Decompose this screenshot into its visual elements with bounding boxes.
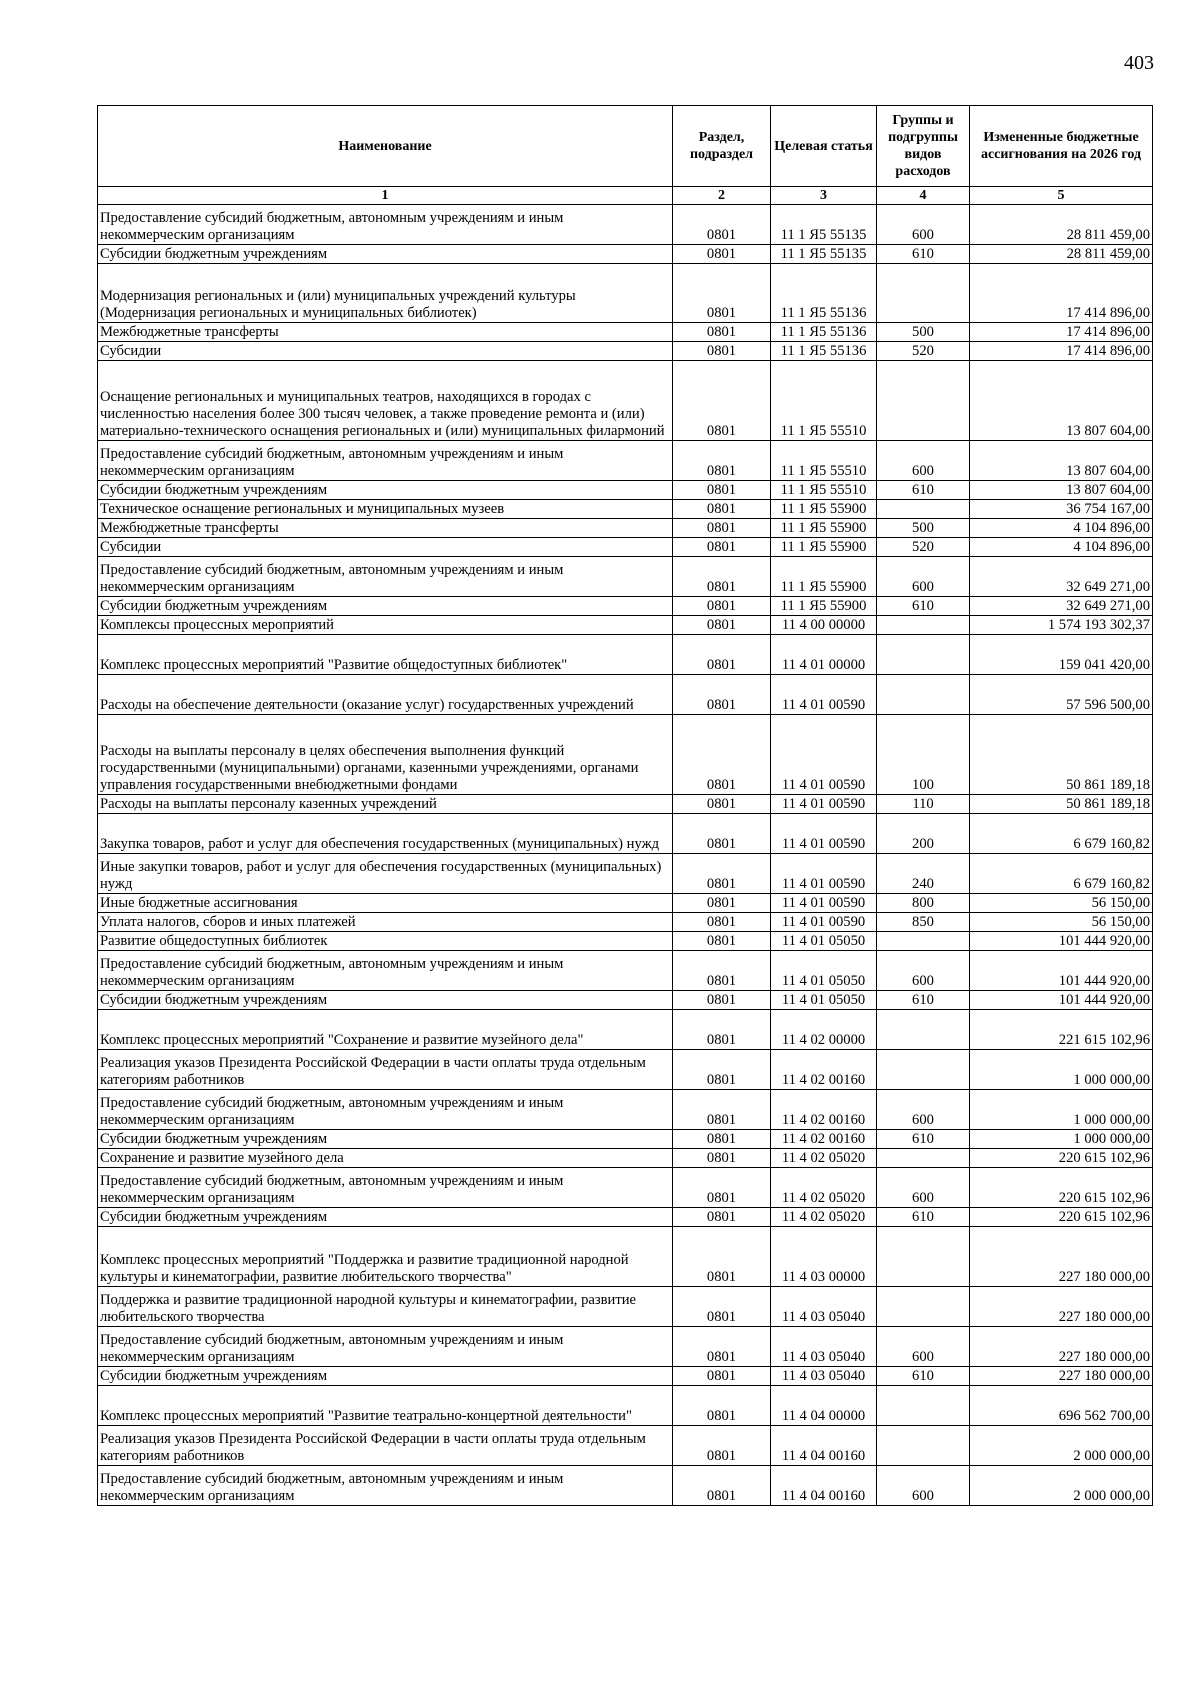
header-target-article: Целевая статья <box>771 106 877 187</box>
target-article-cell: 11 4 02 00160 <box>771 1130 877 1149</box>
target-article-cell: 11 4 01 00590 <box>771 894 877 913</box>
section-cell: 0801 <box>673 814 771 854</box>
target-article-cell: 11 4 02 05020 <box>771 1208 877 1227</box>
table-row <box>98 795 1153 814</box>
expense-group-cell: 600 <box>877 557 970 597</box>
expense-group-cell <box>877 635 970 675</box>
column-number: 5 <box>970 187 1153 205</box>
table-row <box>98 1287 1153 1327</box>
amount-cell: 4 104 896,00 <box>970 538 1153 557</box>
table-row <box>98 1367 1153 1386</box>
expense-group-cell: 240 <box>877 854 970 894</box>
name-cell: Сохранение и развитие музейного дела <box>98 1149 673 1168</box>
table-row <box>98 1227 1153 1287</box>
amount-cell: 17 414 896,00 <box>970 264 1153 323</box>
table-row <box>98 557 1153 597</box>
table-row <box>98 264 1153 323</box>
target-article-cell: 11 1 Я5 55136 <box>771 264 877 323</box>
expense-group-cell: 610 <box>877 481 970 500</box>
name-cell: Комплекс процессных мероприятий "Сохранение и развитие музейного дела" <box>98 1010 673 1050</box>
section-cell: 0801 <box>673 264 771 323</box>
section-cell: 0801 <box>673 951 771 991</box>
name-cell: Субсидии бюджетным учреждениям <box>98 597 673 616</box>
section-cell: 0801 <box>673 675 771 715</box>
table-row <box>98 1386 1153 1426</box>
target-article-cell: 11 4 03 05040 <box>771 1367 877 1386</box>
header-expense-groups: Группы и подгруппы видов расходов <box>877 106 970 187</box>
target-article-cell: 11 1 Я5 55510 <box>771 481 877 500</box>
amount-cell: 1 574 193 302,37 <box>970 616 1153 635</box>
table-row <box>98 1327 1153 1367</box>
section-cell: 0801 <box>673 441 771 481</box>
expense-group-cell: 610 <box>877 1208 970 1227</box>
table-row <box>98 894 1153 913</box>
amount-cell: 101 444 920,00 <box>970 951 1153 991</box>
table-row <box>98 1168 1153 1208</box>
target-article-cell: 11 4 01 00590 <box>771 913 877 932</box>
table-row <box>98 991 1153 1010</box>
expense-group-cell: 600 <box>877 951 970 991</box>
expense-group-cell: 610 <box>877 245 970 264</box>
name-cell: Предоставление субсидий бюджетным, автономным учреждениям и иным некоммерческим организациям <box>98 557 673 597</box>
column-number: 3 <box>771 187 877 205</box>
column-number: 2 <box>673 187 771 205</box>
name-cell: Уплата налогов, сборов и иных платежей <box>98 913 673 932</box>
name-cell: Реализация указов Президента Российской Федерации в части оплаты труда отдельным категориям работников <box>98 1050 673 1090</box>
budget-allocation-table <box>97 105 1153 1506</box>
table-row <box>98 675 1153 715</box>
amount-cell: 32 649 271,00 <box>970 557 1153 597</box>
target-article-cell: 11 4 01 00590 <box>771 675 877 715</box>
amount-cell: 1 000 000,00 <box>970 1050 1153 1090</box>
amount-cell: 50 861 189,18 <box>970 795 1153 814</box>
table-row <box>98 951 1153 991</box>
table-row <box>98 205 1153 245</box>
table-row <box>98 481 1153 500</box>
section-cell: 0801 <box>673 1168 771 1208</box>
section-cell: 0801 <box>673 1386 771 1426</box>
amount-cell: 13 807 604,00 <box>970 441 1153 481</box>
target-article-cell: 11 4 03 00000 <box>771 1227 877 1287</box>
amount-cell: 57 596 500,00 <box>970 675 1153 715</box>
expense-group-cell <box>877 1149 970 1168</box>
expense-group-cell <box>877 616 970 635</box>
table-row <box>98 913 1153 932</box>
section-cell: 0801 <box>673 991 771 1010</box>
section-cell: 0801 <box>673 854 771 894</box>
section-cell: 0801 <box>673 1010 771 1050</box>
name-cell: Субсидии бюджетным учреждениям <box>98 245 673 264</box>
target-article-cell: 11 4 01 05050 <box>771 951 877 991</box>
table-row <box>98 538 1153 557</box>
amount-cell: 227 180 000,00 <box>970 1287 1153 1327</box>
section-cell: 0801 <box>673 932 771 951</box>
name-cell: Межбюджетные трансферты <box>98 519 673 538</box>
section-cell: 0801 <box>673 1327 771 1367</box>
name-cell: Расходы на выплаты персоналу в целях обеспечения выполнения функций государственными (муниципальными) органами, казенными учреждениями, органами управления государственными внебюджетными фондами <box>98 715 673 795</box>
name-cell: Комплекс процессных мероприятий "Поддержка и развитие традиционной народной культуры и кинематографии, развитие любительского творчества" <box>98 1227 673 1287</box>
name-cell: Развитие общедоступных библиотек <box>98 932 673 951</box>
amount-cell: 28 811 459,00 <box>970 245 1153 264</box>
section-cell: 0801 <box>673 1466 771 1506</box>
table-row <box>98 1050 1153 1090</box>
target-article-cell: 11 4 01 05050 <box>771 991 877 1010</box>
table-row <box>98 245 1153 264</box>
amount-cell: 1 000 000,00 <box>970 1090 1153 1130</box>
name-cell: Предоставление субсидий бюджетным, автономным учреждениям и иным некоммерческим организациям <box>98 1466 673 1506</box>
section-cell: 0801 <box>673 342 771 361</box>
expense-group-cell: 850 <box>877 913 970 932</box>
name-cell: Субсидии бюджетным учреждениям <box>98 1367 673 1386</box>
expense-group-cell <box>877 1050 970 1090</box>
section-cell: 0801 <box>673 1050 771 1090</box>
section-cell: 0801 <box>673 205 771 245</box>
section-cell: 0801 <box>673 323 771 342</box>
target-article-cell: 11 4 01 05050 <box>771 932 877 951</box>
expense-group-cell <box>877 361 970 441</box>
table-row <box>98 1090 1153 1130</box>
expense-group-cell <box>877 1227 970 1287</box>
expense-group-cell: 800 <box>877 894 970 913</box>
expense-group-cell: 500 <box>877 323 970 342</box>
name-cell: Субсидии бюджетным учреждениям <box>98 1208 673 1227</box>
amount-cell: 17 414 896,00 <box>970 342 1153 361</box>
name-cell: Иные закупки товаров, работ и услуг для обеспечения государственных (муниципальных) нужд <box>98 854 673 894</box>
table-row <box>98 342 1153 361</box>
expense-group-cell <box>877 932 970 951</box>
section-cell: 0801 <box>673 500 771 519</box>
amount-cell: 32 649 271,00 <box>970 597 1153 616</box>
expense-group-cell: 600 <box>877 441 970 481</box>
table-row <box>98 597 1153 616</box>
target-article-cell: 11 4 02 00160 <box>771 1050 877 1090</box>
name-cell: Предоставление субсидий бюджетным, автономным учреждениям и иным некоммерческим организациям <box>98 205 673 245</box>
target-article-cell: 11 1 Я5 55900 <box>771 500 877 519</box>
table-row <box>98 1426 1153 1466</box>
table-row <box>98 1130 1153 1149</box>
amount-cell: 159 041 420,00 <box>970 635 1153 675</box>
table-body <box>98 205 1153 1506</box>
target-article-cell: 11 4 01 00590 <box>771 814 877 854</box>
section-cell: 0801 <box>673 894 771 913</box>
name-cell: Комплексы процессных мероприятий <box>98 616 673 635</box>
name-cell: Субсидии бюджетным учреждениям <box>98 1130 673 1149</box>
target-article-cell: 11 4 00 00000 <box>771 616 877 635</box>
name-cell: Субсидии <box>98 342 673 361</box>
section-cell: 0801 <box>673 1367 771 1386</box>
target-article-cell: 11 4 01 00590 <box>771 795 877 814</box>
table-row <box>98 932 1153 951</box>
expense-group-cell: 600 <box>877 1466 970 1506</box>
name-cell: Предоставление субсидий бюджетным, автономным учреждениям и иным некоммерческим организациям <box>98 441 673 481</box>
section-cell: 0801 <box>673 1287 771 1327</box>
amount-cell: 56 150,00 <box>970 894 1153 913</box>
expense-group-cell: 600 <box>877 205 970 245</box>
expense-group-cell: 600 <box>877 1168 970 1208</box>
expense-group-cell: 610 <box>877 1367 970 1386</box>
name-cell: Предоставление субсидий бюджетным, автономным учреждениям и иным некоммерческим организациям <box>98 1168 673 1208</box>
table-row <box>98 441 1153 481</box>
header-name: Наименование <box>98 106 673 187</box>
table-row <box>98 1466 1153 1506</box>
target-article-cell: 11 1 Я5 55900 <box>771 519 877 538</box>
amount-cell: 101 444 920,00 <box>970 932 1153 951</box>
amount-cell: 17 414 896,00 <box>970 323 1153 342</box>
amount-cell: 2 000 000,00 <box>970 1466 1153 1506</box>
header-allocations: Измененные бюджетные ассигнования на 2026 год <box>970 106 1153 187</box>
target-article-cell: 11 1 Я5 55510 <box>771 361 877 441</box>
section-cell: 0801 <box>673 538 771 557</box>
table-row <box>98 519 1153 538</box>
target-article-cell: 11 4 03 05040 <box>771 1327 877 1367</box>
name-cell: Комплекс процессных мероприятий "Развитие общедоступных библиотек" <box>98 635 673 675</box>
section-cell: 0801 <box>673 1227 771 1287</box>
section-cell: 0801 <box>673 1149 771 1168</box>
amount-cell: 6 679 160,82 <box>970 814 1153 854</box>
target-article-cell: 11 4 01 00000 <box>771 635 877 675</box>
name-cell: Субсидии <box>98 538 673 557</box>
table-row <box>98 635 1153 675</box>
table-row <box>98 1010 1153 1050</box>
section-cell: 0801 <box>673 635 771 675</box>
expense-group-cell: 200 <box>877 814 970 854</box>
expense-group-cell: 600 <box>877 1327 970 1367</box>
name-cell: Предоставление субсидий бюджетным, автономным учреждениям и иным некоммерческим организациям <box>98 1090 673 1130</box>
name-cell: Предоставление субсидий бюджетным, автономным учреждениям и иным некоммерческим организациям <box>98 951 673 991</box>
amount-cell: 696 562 700,00 <box>970 1386 1153 1426</box>
target-article-cell: 11 4 03 05040 <box>771 1287 877 1327</box>
table-row <box>98 1208 1153 1227</box>
expense-group-cell <box>877 500 970 519</box>
expense-group-cell: 610 <box>877 1130 970 1149</box>
column-number: 1 <box>98 187 673 205</box>
amount-cell: 13 807 604,00 <box>970 361 1153 441</box>
name-cell: Оснащение региональных и муниципальных театров, находящихся в городах с численностью населения более 300 тысяч человек, а также проведение ремонта и (или) материально-технического оснащения региональных и (или) муниципальных филармоний <box>98 361 673 441</box>
target-article-cell: 11 4 02 05020 <box>771 1149 877 1168</box>
table-row <box>98 500 1153 519</box>
table-row <box>98 1149 1153 1168</box>
target-article-cell: 11 1 Я5 55900 <box>771 597 877 616</box>
expense-group-cell <box>877 1287 970 1327</box>
expense-group-cell: 610 <box>877 991 970 1010</box>
table-row <box>98 715 1153 795</box>
amount-cell: 221 615 102,96 <box>970 1010 1153 1050</box>
target-article-cell: 11 4 02 00000 <box>771 1010 877 1050</box>
section-cell: 0801 <box>673 597 771 616</box>
expense-group-cell: 110 <box>877 795 970 814</box>
target-article-cell: 11 1 Я5 55135 <box>771 205 877 245</box>
target-article-cell: 11 4 01 00590 <box>771 715 877 795</box>
name-cell: Субсидии бюджетным учреждениям <box>98 991 673 1010</box>
table-row <box>98 854 1153 894</box>
name-cell: Субсидии бюджетным учреждениям <box>98 481 673 500</box>
amount-cell: 220 615 102,96 <box>970 1149 1153 1168</box>
section-cell: 0801 <box>673 715 771 795</box>
section-cell: 0801 <box>673 1208 771 1227</box>
name-cell: Закупка товаров, работ и услуг для обеспечения государственных (муниципальных) нужд <box>98 814 673 854</box>
name-cell: Расходы на обеспечение деятельности (оказание услуг) государственных учреждений <box>98 675 673 715</box>
section-cell: 0801 <box>673 481 771 500</box>
page-number: 403 <box>1124 52 1154 74</box>
target-article-cell: 11 4 04 00160 <box>771 1466 877 1506</box>
section-cell: 0801 <box>673 361 771 441</box>
amount-cell: 101 444 920,00 <box>970 991 1153 1010</box>
name-cell: Иные бюджетные ассигнования <box>98 894 673 913</box>
name-cell: Поддержка и развитие традиционной народной культуры и кинематографии, развитие любительского творчества <box>98 1287 673 1327</box>
target-article-cell: 11 1 Я5 55136 <box>771 323 877 342</box>
name-cell: Реализация указов Президента Российской Федерации в части оплаты труда отдельным категориям работников <box>98 1426 673 1466</box>
section-cell: 0801 <box>673 795 771 814</box>
expense-group-cell: 100 <box>877 715 970 795</box>
expense-group-cell <box>877 264 970 323</box>
section-cell: 0801 <box>673 1426 771 1466</box>
name-cell: Предоставление субсидий бюджетным, автономным учреждениям и иным некоммерческим организациям <box>98 1327 673 1367</box>
table-row <box>98 814 1153 854</box>
target-article-cell: 11 1 Я5 55900 <box>771 557 877 597</box>
amount-cell: 220 615 102,96 <box>970 1168 1153 1208</box>
expense-group-cell: 600 <box>877 1090 970 1130</box>
expense-group-cell <box>877 1426 970 1466</box>
name-cell: Техническое оснащение региональных и муниципальных музеев <box>98 500 673 519</box>
table-row <box>98 616 1153 635</box>
target-article-cell: 11 4 01 00590 <box>771 854 877 894</box>
amount-cell: 227 180 000,00 <box>970 1367 1153 1386</box>
target-article-cell: 11 4 02 05020 <box>771 1168 877 1208</box>
target-article-cell: 11 1 Я5 55510 <box>771 441 877 481</box>
section-cell: 0801 <box>673 557 771 597</box>
amount-cell: 227 180 000,00 <box>970 1227 1153 1287</box>
target-article-cell: 11 4 02 00160 <box>771 1090 877 1130</box>
amount-cell: 1 000 000,00 <box>970 1130 1153 1149</box>
section-cell: 0801 <box>673 913 771 932</box>
table-row <box>98 323 1153 342</box>
amount-cell: 6 679 160,82 <box>970 854 1153 894</box>
name-cell: Расходы на выплаты персоналу казенных учреждений <box>98 795 673 814</box>
table-row <box>98 361 1153 441</box>
column-number: 4 <box>877 187 970 205</box>
amount-cell: 36 754 167,00 <box>970 500 1153 519</box>
section-cell: 0801 <box>673 1090 771 1130</box>
expense-group-cell <box>877 675 970 715</box>
amount-cell: 2 000 000,00 <box>970 1426 1153 1466</box>
expense-group-cell <box>877 1010 970 1050</box>
expense-group-cell: 520 <box>877 538 970 557</box>
target-article-cell: 11 1 Я5 55900 <box>771 538 877 557</box>
amount-cell: 227 180 000,00 <box>970 1327 1153 1367</box>
name-cell: Межбюджетные трансферты <box>98 323 673 342</box>
section-cell: 0801 <box>673 616 771 635</box>
expense-group-cell <box>877 1386 970 1426</box>
name-cell: Модернизация региональных и (или) муниципальных учреждений культуры (Модернизация региональных и муниципальных библиотек) <box>98 264 673 323</box>
amount-cell: 13 807 604,00 <box>970 481 1153 500</box>
amount-cell: 50 861 189,18 <box>970 715 1153 795</box>
section-cell: 0801 <box>673 1130 771 1149</box>
target-article-cell: 11 4 04 00160 <box>771 1426 877 1466</box>
amount-cell: 56 150,00 <box>970 913 1153 932</box>
target-article-cell: 11 1 Я5 55136 <box>771 342 877 361</box>
section-cell: 0801 <box>673 245 771 264</box>
amount-cell: 4 104 896,00 <box>970 519 1153 538</box>
name-cell: Комплекс процессных мероприятий "Развитие театрально-концертной деятельности" <box>98 1386 673 1426</box>
amount-cell: 28 811 459,00 <box>970 205 1153 245</box>
expense-group-cell: 520 <box>877 342 970 361</box>
target-article-cell: 11 1 Я5 55135 <box>771 245 877 264</box>
target-article-cell: 11 4 04 00000 <box>771 1386 877 1426</box>
amount-cell: 220 615 102,96 <box>970 1208 1153 1227</box>
expense-group-cell: 610 <box>877 597 970 616</box>
section-cell: 0801 <box>673 519 771 538</box>
header-section: Раздел, подраздел <box>673 106 771 187</box>
expense-group-cell: 500 <box>877 519 970 538</box>
